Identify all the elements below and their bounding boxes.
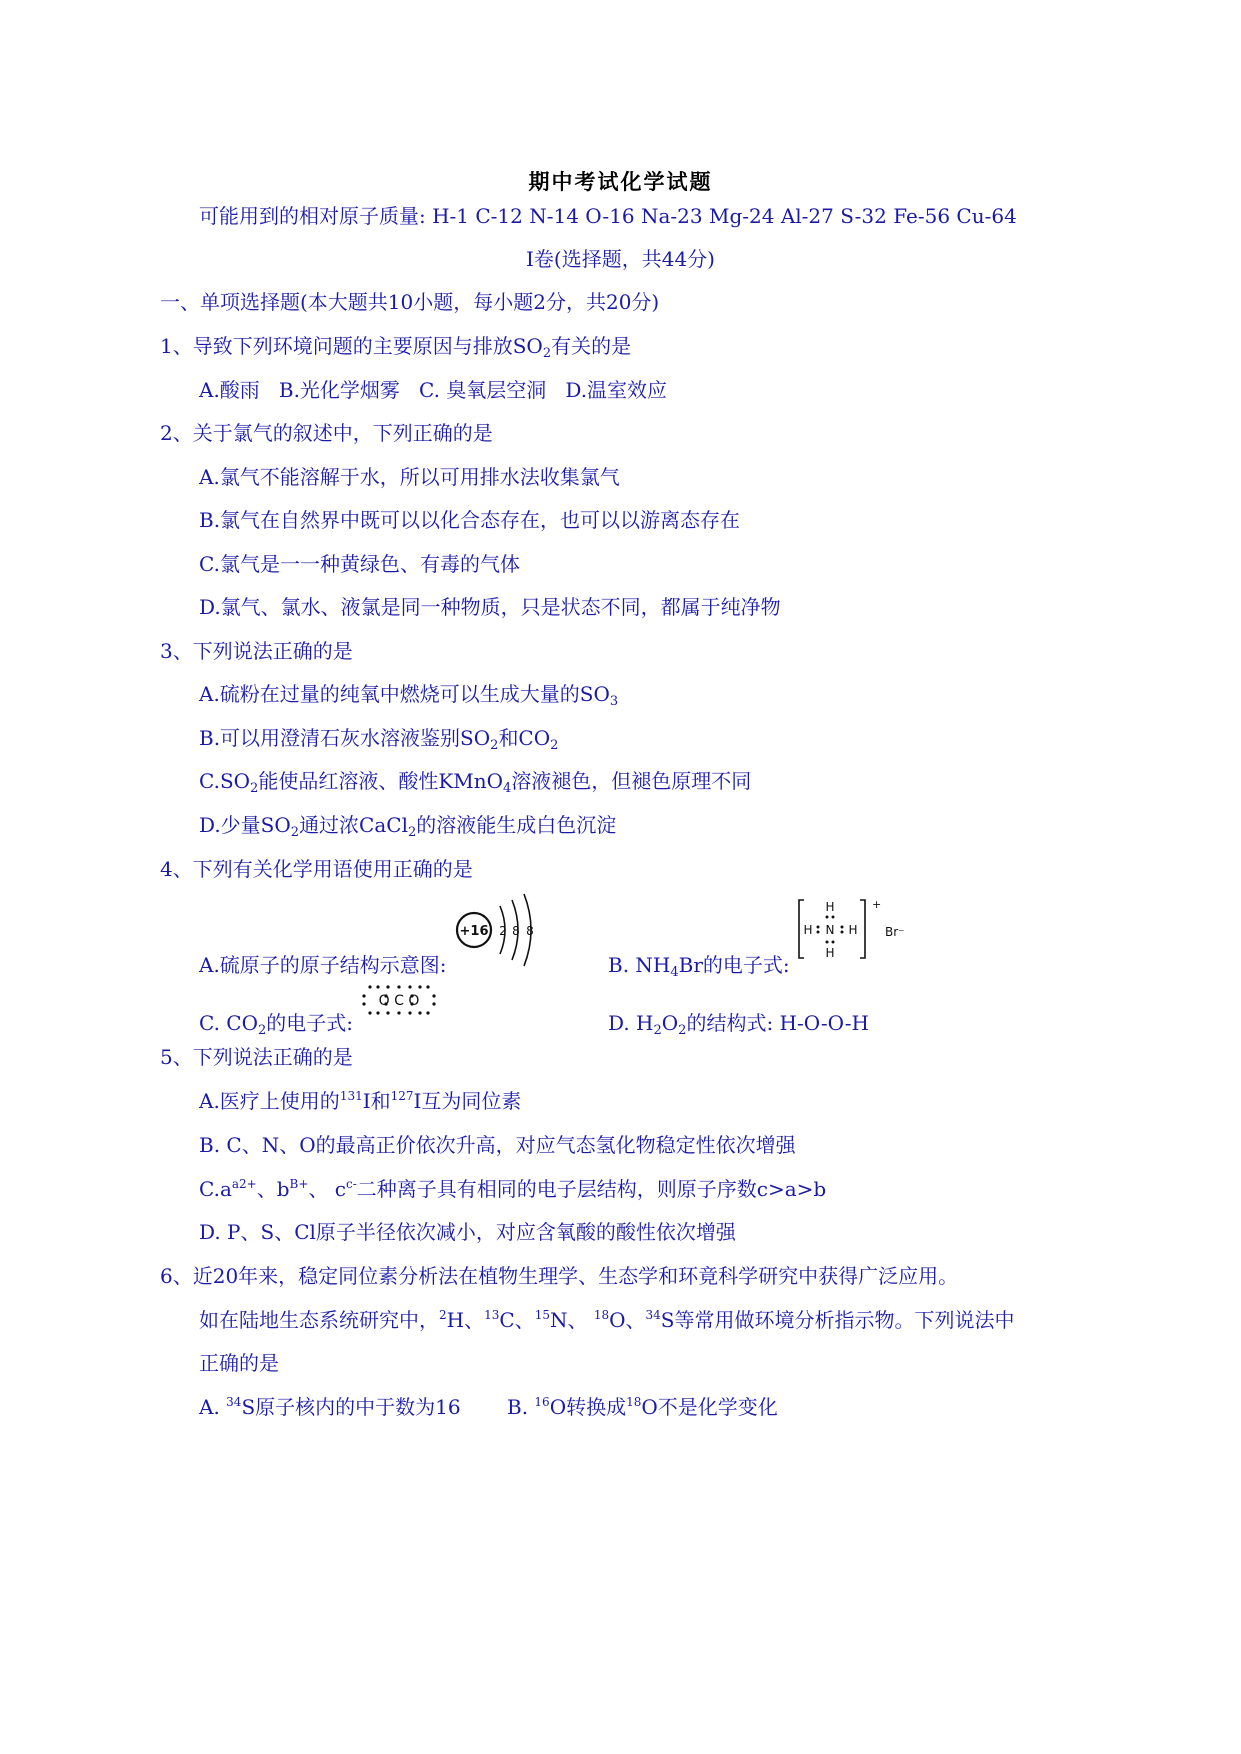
q4-option-a: A.硫原子的原子结构示意图: [199,953,447,977]
q3-option-c: $C.SO_2$能使品红溶液、酸性KMnO$_4$溶液褪色，但褪色原理不同 [199,769,752,796]
atomic-masses: 可能用到的相对原子质量: H-1 C-12 N-14 O-16 Na-23 Mg-24 Al-27 S-32 Fe-56 Cu-64 [199,204,1017,228]
n-center: N [825,923,835,937]
co2-atoms: O C O [378,993,420,1009]
q5-option-d: D. P、S、Cl原子半径依次减小，对应含氧酸的酸性依次增强 [199,1220,736,1244]
q5-option-c: $C.a^{a2+}$、$b^{B+}$、 $c^{c-}$二种离子具有相同的电子层结构，则原子序数c>a>b [199,1177,827,1201]
bromide-ion: Br⁻ [885,925,905,939]
q5-option-b: B. C、N、O的最高正价依次升高，对应气态氢化物稳定性依次增强 [199,1133,796,1157]
q3-stem: 3、下列说法正确的是 [160,639,353,663]
sulfur-atom-structure-diagram [452,888,552,970]
shell-1-count: 2 [499,924,507,938]
nucleus-label: +16 [459,924,489,939]
q2-stem: 2、关于氯气的叙述中，下列正确的是 [160,421,493,445]
q1-stem: 1、导致下列环境问题的主要原因与排放$SO_2$有关的是 [160,334,632,361]
nh4br-electron-formula-diagram [797,896,919,966]
q4-option-d: D. $H_2O_2$的结构式: H-O-O-H [608,1011,869,1038]
charge-plus: + [872,898,882,911]
q2-option-d: D.氯气、氯水、液氯是同一种物质，只是状态不同，都属于纯净物 [199,595,781,619]
q4-option-b: B. $NH_4Br$的电子式: [608,953,790,980]
q1-options: A.酸雨 B.光化学烟雾 C. 臭氧层空洞 D.温室效应 [199,378,668,402]
q4-stem: 4、下列有关化学用语使用正确的是 [160,857,473,881]
q6-stem-line3: 正确的是 [199,1351,279,1375]
q2-option-a: A.氯气不能溶解于水，所以可用排水法收集氯气 [199,465,620,489]
q5-option-a: A.医疗上使用的$^{131}$I和$^{127}$I互为同位素 [199,1089,522,1113]
h-top: H [825,900,835,914]
section-heading: 一、单项选择题(本大题共10小题，每小题2分，共20分) [160,290,660,314]
shell-2-count: 8 [512,924,520,938]
q6-stem-line1: 6、近20年来，稳定同位素分析法在植物生理学、生态学和环竟科学研究中获得广泛应用。 [160,1264,959,1288]
q6-stem-line2: 如在陆地生态系统研究中，$^2$H、$^{13}$C、$^{15}$N、 $^{18}$O、$^{34}$S等常用做环境分析指示物。下列说法中 [199,1308,1015,1332]
h-left: H [803,923,813,937]
q2-option-b: B.氯气在自然界中既可以以化合态存在，也可以以游离态存在 [199,508,741,532]
q3-option-d: D.少量$SO_2$通过浓CaCl$_2$的溶液能生成白色沉淀 [199,813,617,840]
q2-option-c: C.氯气是一一种黄绿色、有毒的气体 [199,552,520,576]
shell-3-count: 8 [526,924,534,938]
q3-option-a: A.硫粉在过量的纯氧中燃烧可以生成大量的$SO_3$ [199,682,619,709]
h-right: H [848,923,858,937]
co2-electron-formula-diagram [358,982,440,1018]
q5-stem: 5、下列说法正确的是 [160,1045,353,1069]
q6-option-a: A. $^{34}$S原子核内的中于数为16 [199,1395,461,1419]
volume-heading: I卷(选择题，共44分) [526,247,715,271]
h-bottom: H [825,946,835,960]
page-title: 期中考试化学试题 [528,169,713,194]
q3-option-b: B.可以用澄清石灰水溶液鉴别$SO_2$和$CO_2$ [199,726,559,753]
q6-option-b: B. $^{16}$O转换成$^{18}$O不是化学变化 [507,1395,778,1419]
q4-option-c: C. $CO_2$的电子式: [199,1011,354,1038]
